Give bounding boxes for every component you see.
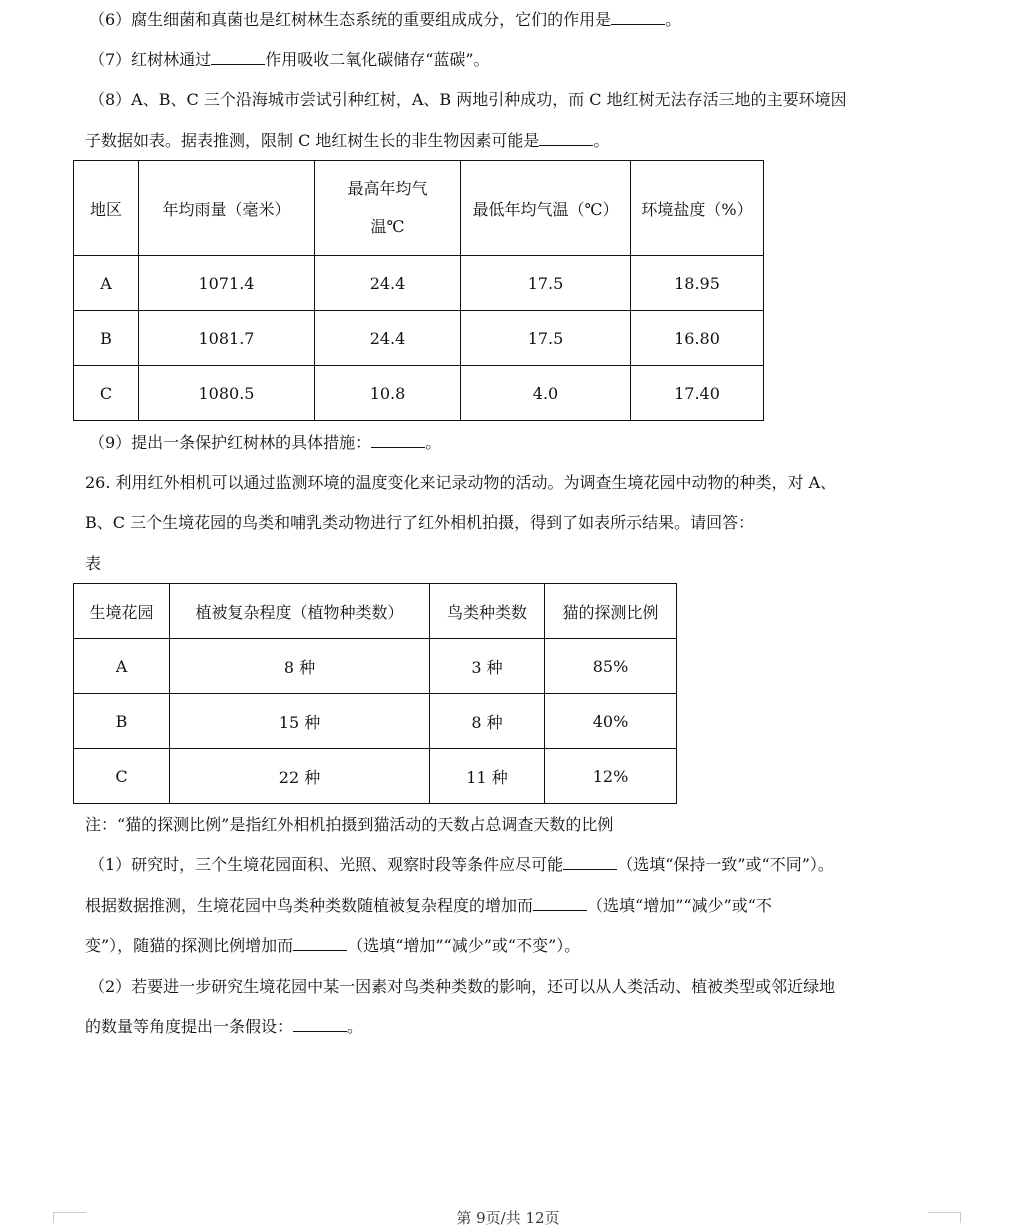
header-cell-line: 最高年均气: [347, 179, 428, 198]
table-cell: C: [74, 749, 170, 804]
answer-blank: [371, 433, 425, 448]
answer-blank: [611, 10, 665, 25]
table-cell: 16.80: [631, 311, 764, 366]
part-2-line2: [85, 1015, 363, 1039]
table-cell: 17.5: [461, 311, 631, 366]
table-row: [74, 256, 764, 311]
answer-blank: [211, 50, 265, 65]
table-cell: B: [74, 694, 170, 749]
question-8-text: 子数据如表。据表推测，限制 C 地红树生长的非生物因素可能是: [85, 131, 540, 150]
table-label: 表: [85, 554, 102, 573]
table-cell: 3 种: [430, 639, 545, 694]
question-26-line2: B、C 三个生境花园的鸟类和哺乳类动物进行了红外相机拍摄，得到了如表所示结果。请回答：: [85, 513, 755, 532]
table-cell: 18.95: [631, 256, 764, 311]
part-2-end: 。: [347, 1017, 364, 1036]
header-cell: 环境盐度（%）: [631, 161, 764, 256]
part-2-line1: （2）若要进一步研究生境花园中某一因素对鸟类种类数的影响，还可以从人类活动、植被类型或邻近绿地: [89, 977, 836, 996]
table-header-row: [74, 161, 764, 256]
header-cell: 生境花园: [74, 584, 170, 639]
table-cell: 4.0: [461, 366, 631, 421]
table-cell: 12%: [545, 749, 677, 804]
header-cell: 最低年均气温（℃）: [461, 161, 631, 256]
part-1-line1: [89, 853, 834, 877]
table-cell: 40%: [545, 694, 677, 749]
table-cell: 24.4: [315, 256, 461, 311]
answer-blank: [293, 1017, 347, 1032]
table-cell: B: [74, 311, 139, 366]
part-1-option: （选填“增加”“减少”或“不变”）。: [347, 936, 581, 955]
header-cell: 植被复杂程度（植物种类数）: [170, 584, 430, 639]
table-header-row: [74, 584, 677, 639]
table-row: [74, 366, 764, 421]
question-9: [89, 431, 441, 455]
part-1-line3: [85, 934, 580, 958]
part-1-text: 根据数据推测，生境花园中鸟类种类数随植被复杂程度的增加而: [85, 896, 534, 915]
table-cell: 17.40: [631, 366, 764, 421]
environment-factors-table: [73, 160, 764, 421]
table-cell: 10.8: [315, 366, 461, 421]
garden-survey-table: [73, 583, 677, 804]
question-8-end: 。: [593, 131, 610, 150]
table-row: [74, 749, 677, 804]
part-1-option: （选填“保持一致”或“不同”）。: [617, 855, 834, 874]
header-cell: 年均雨量（毫米）: [139, 161, 315, 256]
header-cell: 地区: [74, 161, 139, 256]
question-7-pre: （7）红树林通过: [89, 50, 212, 69]
table-cell: 1071.4: [139, 256, 315, 311]
question-6: [89, 8, 681, 32]
question-9-end: 。: [425, 433, 442, 452]
table-cell: C: [74, 366, 139, 421]
table-cell: 8 种: [170, 639, 430, 694]
table-cell: 15 种: [170, 694, 430, 749]
table-cell: 85%: [545, 639, 677, 694]
part-1-option: （选填“增加”“减少”或“不: [587, 896, 772, 915]
question-7: [89, 48, 490, 72]
header-cell: [315, 161, 461, 256]
answer-blank: [533, 896, 587, 911]
table-cell: 8 种: [430, 694, 545, 749]
header-cell: 猫的探测比例: [545, 584, 677, 639]
table-cell: 17.5: [461, 256, 631, 311]
table-note: 注：“猫的探测比例”是指红外相机拍摄到猫活动的天数占总调查天数的比例: [85, 815, 614, 834]
page-number-footer: 第 9页/共 12页: [456, 1209, 560, 1227]
table-cell: 11 种: [430, 749, 545, 804]
part-1-line2: [85, 894, 772, 918]
table-row: [74, 311, 764, 366]
question-8-line1: （8）A、B、C 三个沿海城市尝试引种红树，A、B 两地引种成功，而 C 地红树无法存活三地的主要环境因: [89, 90, 847, 109]
part-1-text: 变”），随猫的探测比例增加而: [85, 936, 294, 955]
table-row: [74, 694, 677, 749]
answer-blank: [563, 855, 617, 870]
part-1-text: （1）研究时，三个生境花园面积、光照、观察时段等条件应尽可能: [89, 855, 564, 874]
answer-blank: [293, 936, 347, 951]
table-cell: 1080.5: [139, 366, 315, 421]
table-cell: 24.4: [315, 311, 461, 366]
question-6-end: 。: [665, 10, 682, 29]
question-7-post: 作用吸收二氧化碳储存“蓝碳”。: [265, 50, 490, 69]
header-cell-line: 温℃: [370, 217, 405, 236]
question-9-text: （9）提出一条保护红树林的具体措施：: [89, 433, 372, 452]
answer-blank: [539, 131, 593, 146]
table-cell: 22 种: [170, 749, 430, 804]
table-cell: A: [74, 639, 170, 694]
table-cell: A: [74, 256, 139, 311]
table-row: [74, 639, 677, 694]
question-6-text: （6）腐生细菌和真菌也是红树林生态系统的重要组成成分，它们的作用是: [89, 10, 612, 29]
header-cell: 鸟类种类数: [430, 584, 545, 639]
table-cell: 1081.7: [139, 311, 315, 366]
question-26-line1: 26. 利用红外相机可以通过监测环境的温度变化来记录动物的活动。为调查生境花园中动物的种类，对 A、: [85, 473, 837, 492]
part-2-text: 的数量等角度提出一条假设：: [85, 1017, 294, 1036]
question-8-line2: [85, 129, 609, 153]
